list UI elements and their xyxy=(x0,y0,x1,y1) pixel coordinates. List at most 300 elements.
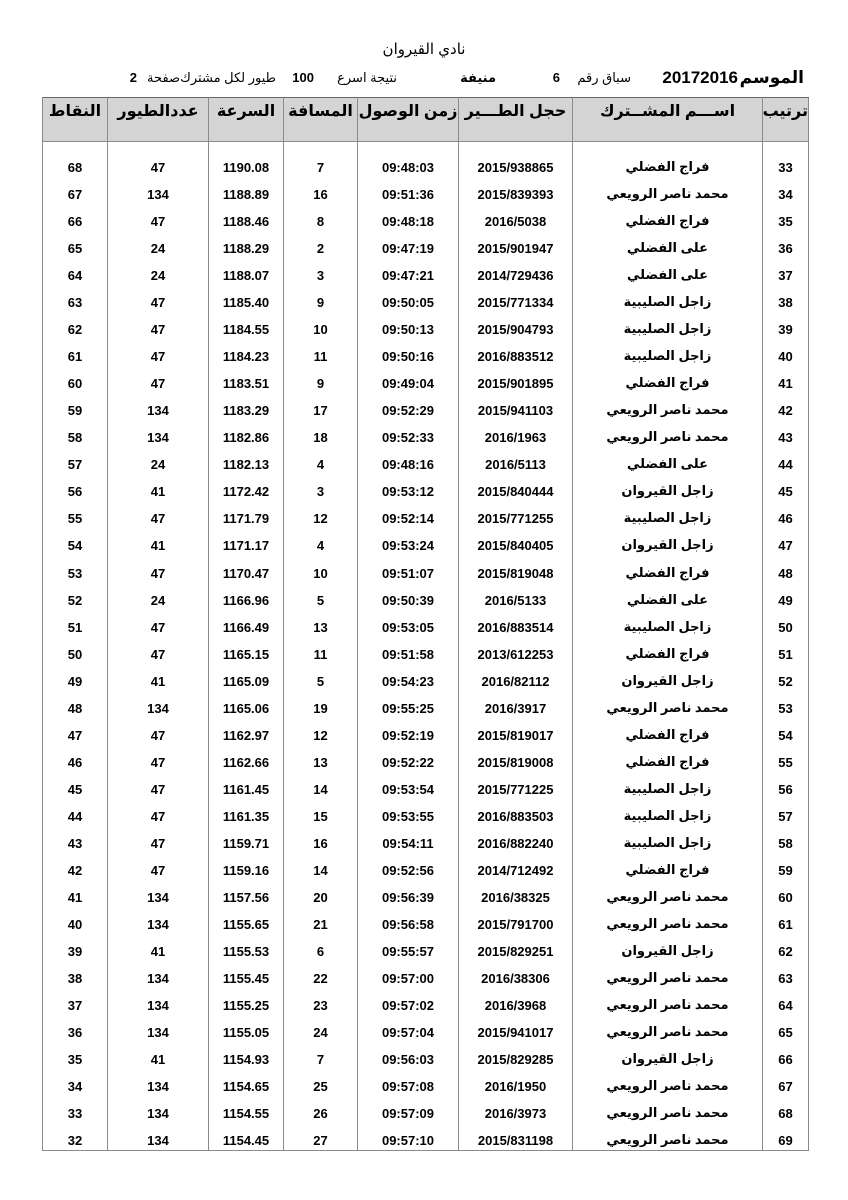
cell-rank: 34 xyxy=(763,177,809,204)
cell-speed: 1182.86 xyxy=(209,420,284,447)
table-row xyxy=(43,339,809,366)
cell-participant: محمد ناصر الرويعي xyxy=(573,988,763,1015)
col-rank-header: ترتيب xyxy=(763,98,809,142)
cell-birds-count: 134 xyxy=(108,1096,209,1123)
cell-ring: 2016/5038 xyxy=(459,204,573,231)
cell-speed: 1155.25 xyxy=(209,988,284,1015)
cell-rank: 52 xyxy=(763,664,809,691)
cell-birds-count: 134 xyxy=(108,961,209,988)
cell-points: 67 xyxy=(43,177,108,204)
cell-points: 59 xyxy=(43,393,108,420)
cell-speed: 1185.40 xyxy=(209,285,284,312)
cell-ring: 2016/1963 xyxy=(459,420,573,447)
cell-points: 65 xyxy=(43,231,108,258)
cell-rank: 38 xyxy=(763,285,809,312)
cell-participant: فراج الفضلي xyxy=(573,555,763,582)
cell-birds-count: 134 xyxy=(108,177,209,204)
cell-arrival-time: 09:48:03 xyxy=(358,150,459,177)
cell-rank: 59 xyxy=(763,853,809,880)
cell-birds-count: 47 xyxy=(108,637,209,664)
cell-ring: 2015/839393 xyxy=(459,177,573,204)
cell-rank: 63 xyxy=(763,961,809,988)
cell-rank: 45 xyxy=(763,474,809,501)
cell-points: 54 xyxy=(43,528,108,555)
cell-arrival-time: 09:52:29 xyxy=(358,393,459,420)
cell-distance: 10 xyxy=(284,312,358,339)
cell-arrival-time: 09:50:16 xyxy=(358,339,459,366)
per-member-label: طيور لكل مشترك xyxy=(180,70,276,85)
cell-rank: 54 xyxy=(763,718,809,745)
cell-distance: 9 xyxy=(284,366,358,393)
cell-rank: 43 xyxy=(763,420,809,447)
cell-rank: 68 xyxy=(763,1096,809,1123)
cell-participant: محمد ناصر الرويعي xyxy=(573,420,763,447)
cell-distance: 4 xyxy=(284,528,358,555)
cell-rank: 66 xyxy=(763,1042,809,1069)
cell-speed: 1172.42 xyxy=(209,474,284,501)
cell-rank: 48 xyxy=(763,555,809,582)
cell-birds-count: 47 xyxy=(108,339,209,366)
table-row xyxy=(43,853,809,880)
cell-rank: 36 xyxy=(763,231,809,258)
cell-rank: 35 xyxy=(763,204,809,231)
col-distance-header: المسافة xyxy=(284,98,358,142)
cell-rank: 39 xyxy=(763,312,809,339)
table-row xyxy=(43,691,809,718)
cell-distance: 4 xyxy=(284,447,358,474)
cell-speed: 1188.89 xyxy=(209,177,284,204)
table-row xyxy=(43,880,809,907)
cell-participant: فراج الفضلي xyxy=(573,718,763,745)
cell-distance: 20 xyxy=(284,880,358,907)
cell-participant: محمد ناصر الرويعي xyxy=(573,177,763,204)
cell-ring: 2016/883514 xyxy=(459,610,573,637)
cell-participant: محمد ناصر الرويعي xyxy=(573,393,763,420)
cell-rank: 69 xyxy=(763,1123,809,1151)
cell-arrival-time: 09:51:36 xyxy=(358,177,459,204)
cell-participant: فراج الفضلي xyxy=(573,745,763,772)
table-row xyxy=(43,826,809,853)
cell-participant: محمد ناصر الرويعي xyxy=(573,691,763,718)
table-row xyxy=(43,718,809,745)
cell-ring: 2015/771255 xyxy=(459,501,573,528)
cell-arrival-time: 09:50:13 xyxy=(358,312,459,339)
cell-birds-count: 41 xyxy=(108,528,209,555)
cell-speed: 1184.23 xyxy=(209,339,284,366)
cell-arrival-time: 09:48:16 xyxy=(358,447,459,474)
cell-speed: 1166.49 xyxy=(209,610,284,637)
cell-distance: 16 xyxy=(284,826,358,853)
cell-points: 57 xyxy=(43,447,108,474)
cell-ring: 2016/883503 xyxy=(459,799,573,826)
cell-points: 68 xyxy=(43,150,108,177)
cell-speed: 1155.05 xyxy=(209,1015,284,1042)
page-number: 2 xyxy=(129,70,137,85)
cell-participant: محمد ناصر الرويعي xyxy=(573,907,763,934)
cell-arrival-time: 09:47:19 xyxy=(358,231,459,258)
cell-distance: 23 xyxy=(284,988,358,1015)
cell-speed: 1154.55 xyxy=(209,1096,284,1123)
cell-ring: 2015/829285 xyxy=(459,1042,573,1069)
cell-speed: 1188.29 xyxy=(209,231,284,258)
cell-birds-count: 134 xyxy=(108,880,209,907)
cell-birds-count: 24 xyxy=(108,258,209,285)
cell-participant: فراج الفضلي xyxy=(573,150,763,177)
cell-ring: 2015/791700 xyxy=(459,907,573,934)
cell-ring: 2015/840444 xyxy=(459,474,573,501)
cell-birds-count: 41 xyxy=(108,474,209,501)
cell-participant: زاجل الصليبية xyxy=(573,799,763,826)
table-row xyxy=(43,799,809,826)
cell-points: 46 xyxy=(43,745,108,772)
table-row xyxy=(43,988,809,1015)
cell-arrival-time: 09:51:58 xyxy=(358,637,459,664)
cell-speed: 1171.17 xyxy=(209,528,284,555)
cell-ring: 2015/941017 xyxy=(459,1015,573,1042)
cell-rank: 67 xyxy=(763,1069,809,1096)
cell-distance: 11 xyxy=(284,339,358,366)
cell-participant: محمد ناصر الرويعي xyxy=(573,1015,763,1042)
cell-birds-count: 41 xyxy=(108,1042,209,1069)
cell-participant: زاجل الصليبية xyxy=(573,610,763,637)
cell-arrival-time: 09:52:19 xyxy=(358,718,459,745)
cell-points: 56 xyxy=(43,474,108,501)
cell-ring: 2015/938865 xyxy=(459,150,573,177)
table-row xyxy=(43,447,809,474)
cell-arrival-time: 09:55:25 xyxy=(358,691,459,718)
cell-ring: 2016/5113 xyxy=(459,447,573,474)
cell-participant: زاجل الصليبية xyxy=(573,312,763,339)
cell-participant: زاجل القيروان xyxy=(573,664,763,691)
cell-ring: 2016/882240 xyxy=(459,826,573,853)
cell-distance: 2 xyxy=(284,231,358,258)
cell-ring: 2016/3973 xyxy=(459,1096,573,1123)
cell-participant: زاجل القيروان xyxy=(573,934,763,961)
cell-birds-count: 41 xyxy=(108,934,209,961)
cell-points: 62 xyxy=(43,312,108,339)
cell-distance: 22 xyxy=(284,961,358,988)
table-row xyxy=(43,664,809,691)
header-row xyxy=(43,98,809,142)
cell-distance: 6 xyxy=(284,934,358,961)
table-row xyxy=(43,366,809,393)
cell-speed: 1166.96 xyxy=(209,583,284,610)
col-participant-header: اســـم المشــترك xyxy=(573,98,763,142)
cell-arrival-time: 09:51:07 xyxy=(358,555,459,582)
cell-speed: 1182.13 xyxy=(209,447,284,474)
cell-arrival-time: 09:52:33 xyxy=(358,420,459,447)
cell-points: 55 xyxy=(43,501,108,528)
cell-points: 34 xyxy=(43,1069,108,1096)
cell-points: 37 xyxy=(43,988,108,1015)
race-name: منيفة xyxy=(460,70,496,85)
table-row xyxy=(43,528,809,555)
cell-ring: 2015/829251 xyxy=(459,934,573,961)
cell-speed: 1162.66 xyxy=(209,745,284,772)
cell-birds-count: 47 xyxy=(108,610,209,637)
cell-distance: 5 xyxy=(284,583,358,610)
table-row xyxy=(43,285,809,312)
cell-participant: زاجل الصليبية xyxy=(573,772,763,799)
cell-participant: على الفضلي xyxy=(573,583,763,610)
cell-speed: 1183.51 xyxy=(209,366,284,393)
cell-speed: 1165.06 xyxy=(209,691,284,718)
cell-ring: 2016/3917 xyxy=(459,691,573,718)
cell-birds-count: 134 xyxy=(108,988,209,1015)
cell-participant: على الفضلي xyxy=(573,231,763,258)
cell-birds-count: 134 xyxy=(108,393,209,420)
cell-birds-count: 41 xyxy=(108,664,209,691)
col-arrival-header: زمن الوصول xyxy=(358,98,459,142)
cell-ring: 2015/771334 xyxy=(459,285,573,312)
table-row xyxy=(43,610,809,637)
cell-arrival-time: 09:56:03 xyxy=(358,1042,459,1069)
cell-ring: 2015/941103 xyxy=(459,393,573,420)
cell-participant: فراج الفضلي xyxy=(573,204,763,231)
cell-ring: 2015/831198 xyxy=(459,1123,573,1151)
table-row xyxy=(43,555,809,582)
cell-participant: زاجل الصليبية xyxy=(573,339,763,366)
cell-ring: 2015/901947 xyxy=(459,231,573,258)
cell-distance: 25 xyxy=(284,1069,358,1096)
cell-participant: محمد ناصر الرويعي xyxy=(573,961,763,988)
cell-rank: 57 xyxy=(763,799,809,826)
cell-points: 47 xyxy=(43,718,108,745)
cell-points: 61 xyxy=(43,339,108,366)
table-row xyxy=(43,1096,809,1123)
club-title: نادي القيروان xyxy=(382,41,466,58)
cell-rank: 40 xyxy=(763,339,809,366)
cell-distance: 26 xyxy=(284,1096,358,1123)
cell-birds-count: 24 xyxy=(108,583,209,610)
cell-arrival-time: 09:53:24 xyxy=(358,528,459,555)
cell-rank: 56 xyxy=(763,772,809,799)
cell-ring: 2016/883512 xyxy=(459,339,573,366)
cell-ring: 2016/5133 xyxy=(459,583,573,610)
cell-birds-count: 47 xyxy=(108,772,209,799)
cell-ring: 2016/1950 xyxy=(459,1069,573,1096)
cell-ring: 2014/712492 xyxy=(459,853,573,880)
cell-distance: 8 xyxy=(284,204,358,231)
cell-birds-count: 24 xyxy=(108,231,209,258)
cell-distance: 17 xyxy=(284,393,358,420)
cell-speed: 1155.65 xyxy=(209,907,284,934)
cell-arrival-time: 09:52:14 xyxy=(358,501,459,528)
result-count: 100 xyxy=(292,70,314,85)
col-speed-header: السرعة xyxy=(209,98,284,142)
cell-speed: 1154.65 xyxy=(209,1069,284,1096)
cell-distance: 18 xyxy=(284,420,358,447)
cell-distance: 16 xyxy=(284,177,358,204)
cell-rank: 41 xyxy=(763,366,809,393)
cell-points: 40 xyxy=(43,907,108,934)
cell-distance: 19 xyxy=(284,691,358,718)
cell-points: 41 xyxy=(43,880,108,907)
table-row xyxy=(43,204,809,231)
cell-arrival-time: 09:48:18 xyxy=(358,204,459,231)
cell-participant: محمد ناصر الرويعي xyxy=(573,880,763,907)
cell-speed: 1171.79 xyxy=(209,501,284,528)
cell-birds-count: 134 xyxy=(108,691,209,718)
cell-ring: 2015/901895 xyxy=(459,366,573,393)
cell-distance: 13 xyxy=(284,610,358,637)
table-row xyxy=(43,258,809,285)
cell-points: 66 xyxy=(43,204,108,231)
table-row xyxy=(43,637,809,664)
cell-participant: فراج الفضلي xyxy=(573,366,763,393)
cell-ring: 2016/38306 xyxy=(459,961,573,988)
cell-rank: 49 xyxy=(763,583,809,610)
spacer-row xyxy=(43,142,809,151)
table-row xyxy=(43,1069,809,1096)
cell-arrival-time: 09:57:04 xyxy=(358,1015,459,1042)
table-row xyxy=(43,1042,809,1069)
cell-participant: زاجل القيروان xyxy=(573,474,763,501)
cell-birds-count: 134 xyxy=(108,1069,209,1096)
cell-speed: 1161.45 xyxy=(209,772,284,799)
cell-ring: 2016/82112 xyxy=(459,664,573,691)
cell-participant: زاجل الصليبية xyxy=(573,501,763,528)
cell-rank: 51 xyxy=(763,637,809,664)
cell-birds-count: 134 xyxy=(108,1123,209,1151)
cell-distance: 14 xyxy=(284,853,358,880)
cell-rank: 42 xyxy=(763,393,809,420)
cell-participant: على الفضلي xyxy=(573,258,763,285)
cell-speed: 1161.35 xyxy=(209,799,284,826)
cell-distance: 3 xyxy=(284,258,358,285)
cell-birds-count: 134 xyxy=(108,1015,209,1042)
cell-birds-count: 47 xyxy=(108,799,209,826)
cell-distance: 10 xyxy=(284,555,358,582)
cell-rank: 44 xyxy=(763,447,809,474)
cell-rank: 47 xyxy=(763,528,809,555)
cell-distance: 27 xyxy=(284,1123,358,1151)
table-row xyxy=(43,772,809,799)
cell-rank: 58 xyxy=(763,826,809,853)
table-row xyxy=(43,312,809,339)
cell-points: 42 xyxy=(43,853,108,880)
cell-speed: 1188.46 xyxy=(209,204,284,231)
cell-birds-count: 47 xyxy=(108,285,209,312)
cell-distance: 7 xyxy=(284,1042,358,1069)
cell-arrival-time: 09:56:58 xyxy=(358,907,459,934)
page-label: صفحة xyxy=(147,70,180,85)
cell-birds-count: 47 xyxy=(108,745,209,772)
table-row xyxy=(43,583,809,610)
cell-ring: 2016/38325 xyxy=(459,880,573,907)
cell-speed: 1170.47 xyxy=(209,555,284,582)
cell-rank: 64 xyxy=(763,988,809,1015)
cell-rank: 37 xyxy=(763,258,809,285)
cell-points: 39 xyxy=(43,934,108,961)
cell-participant: محمد ناصر الرويعي xyxy=(573,1069,763,1096)
cell-arrival-time: 09:57:08 xyxy=(358,1069,459,1096)
cell-points: 53 xyxy=(43,555,108,582)
cell-rank: 62 xyxy=(763,934,809,961)
cell-ring: 2015/771225 xyxy=(459,772,573,799)
table-row xyxy=(43,961,809,988)
cell-points: 64 xyxy=(43,258,108,285)
cell-birds-count: 24 xyxy=(108,447,209,474)
cell-birds-count: 47 xyxy=(108,718,209,745)
cell-points: 60 xyxy=(43,366,108,393)
cell-arrival-time: 09:57:10 xyxy=(358,1123,459,1151)
cell-arrival-time: 09:52:22 xyxy=(358,745,459,772)
cell-points: 44 xyxy=(43,799,108,826)
cell-arrival-time: 09:50:39 xyxy=(358,583,459,610)
cell-speed: 1165.09 xyxy=(209,664,284,691)
cell-speed: 1159.71 xyxy=(209,826,284,853)
col-ring-header: حجل الطـــير xyxy=(459,98,573,142)
table-row xyxy=(43,420,809,447)
cell-birds-count: 47 xyxy=(108,555,209,582)
cell-distance: 12 xyxy=(284,501,358,528)
cell-ring: 2013/612253 xyxy=(459,637,573,664)
cell-distance: 24 xyxy=(284,1015,358,1042)
table-row xyxy=(43,1015,809,1042)
cell-birds-count: 47 xyxy=(108,204,209,231)
cell-ring: 2015/840405 xyxy=(459,528,573,555)
cell-speed: 1165.15 xyxy=(209,637,284,664)
cell-points: 50 xyxy=(43,637,108,664)
cell-distance: 5 xyxy=(284,664,358,691)
cell-participant: فراج الفضلي xyxy=(573,853,763,880)
table-row xyxy=(43,1123,809,1151)
cell-points: 48 xyxy=(43,691,108,718)
cell-speed: 1159.16 xyxy=(209,853,284,880)
cell-distance: 3 xyxy=(284,474,358,501)
table-row xyxy=(43,501,809,528)
cell-arrival-time: 09:54:23 xyxy=(358,664,459,691)
cell-speed: 1188.07 xyxy=(209,258,284,285)
table-row xyxy=(43,907,809,934)
cell-points: 38 xyxy=(43,961,108,988)
cell-points: 52 xyxy=(43,583,108,610)
cell-arrival-time: 09:57:09 xyxy=(358,1096,459,1123)
cell-points: 32 xyxy=(43,1123,108,1151)
cell-speed: 1183.29 xyxy=(209,393,284,420)
cell-points: 43 xyxy=(43,826,108,853)
cell-speed: 1190.08 xyxy=(209,150,284,177)
cell-ring: 2016/3968 xyxy=(459,988,573,1015)
cell-distance: 11 xyxy=(284,637,358,664)
results-table xyxy=(42,97,809,1151)
cell-arrival-time: 09:47:21 xyxy=(358,258,459,285)
table-row xyxy=(43,745,809,772)
cell-points: 63 xyxy=(43,285,108,312)
cell-points: 33 xyxy=(43,1096,108,1123)
cell-ring: 2014/729436 xyxy=(459,258,573,285)
cell-ring: 2015/819017 xyxy=(459,718,573,745)
cell-participant: زاجل القيروان xyxy=(573,1042,763,1069)
cell-points: 51 xyxy=(43,610,108,637)
cell-birds-count: 47 xyxy=(108,501,209,528)
cell-ring: 2015/819008 xyxy=(459,745,573,772)
cell-participant: على الفضلي xyxy=(573,447,763,474)
cell-birds-count: 134 xyxy=(108,907,209,934)
cell-arrival-time: 09:53:55 xyxy=(358,799,459,826)
cell-distance: 15 xyxy=(284,799,358,826)
cell-speed: 1184.55 xyxy=(209,312,284,339)
table-row xyxy=(43,150,809,177)
cell-speed: 1157.56 xyxy=(209,880,284,907)
cell-speed: 1162.97 xyxy=(209,718,284,745)
cell-points: 35 xyxy=(43,1042,108,1069)
cell-arrival-time: 09:50:05 xyxy=(358,285,459,312)
cell-arrival-time: 09:55:57 xyxy=(358,934,459,961)
cell-distance: 12 xyxy=(284,718,358,745)
cell-birds-count: 47 xyxy=(108,853,209,880)
